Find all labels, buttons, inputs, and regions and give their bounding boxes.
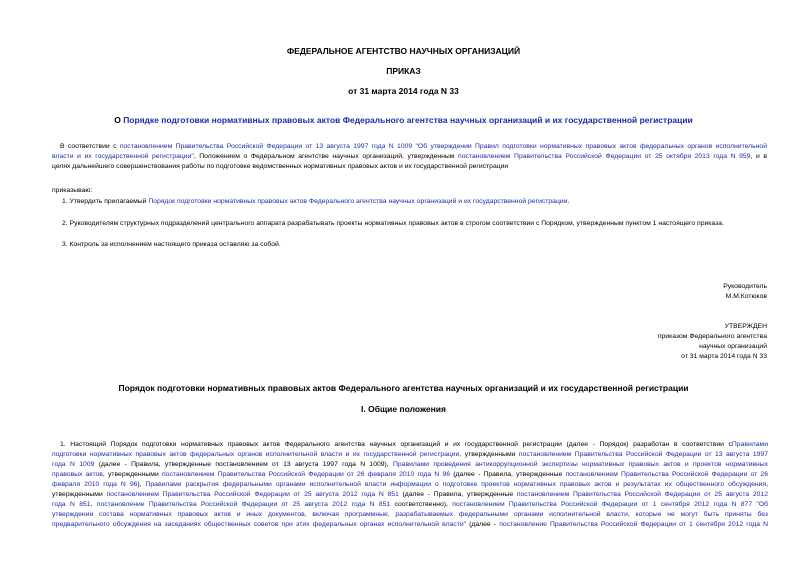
preamble-line-1 [52,142,767,152]
decree-851-ref-link-cont[interactable]: года N 851 [52,501,91,508]
order-label: ПРИКАЗ [386,66,421,76]
approval-block [658,322,767,362]
decree-1009-link[interactable]: постановлением Правительства Российской Федерации от 13 августа 1997 года N 1009 "Об утверждении Правил подготовки нормативных правовых актов федеральных органов исполнительной [119,143,767,150]
para1-text-e2: ), [137,481,146,488]
decree-851-link-2[interactable]: постановление Правительства Российской Федерации от 25 августа 2012 года N 851 [96,501,391,508]
preamble-line-2 [52,152,767,162]
para1-text-c2: (далее - Правила, утвержденные постановлением от 13 августа 1997 года N 1009), [94,461,394,468]
decree-851-link[interactable]: постановлением Правительства Российской Федерации от 25 августа 2012 года N 851 [106,491,399,498]
procedure-link[interactable]: Порядок подготовки нормативных правовых актов Федерального агентства научных организаций и их государственной регистрации [148,198,568,205]
para1-text-d2: , утвержденными [102,471,162,478]
para1-text-a1: 1. Настоящий Порядок подготовки нормативных правовых актов Федерального агентства научных организаций и их государственной регистрации (далее - Порядок) разработан в соответствии с [60,441,732,448]
approval-line-2: приказом Федерального агентства [657,333,767,340]
decree-877-link-cont[interactable]: утверждении состава нормативных правовых актов и иных документов, включая программные, разрабатываемых федеральными органами исполнительной власти, которые не могут быть приняты без [52,511,768,518]
order-title-prefix: О [114,115,124,125]
decree-1009-link-cont[interactable]: власти и их государственной регистрации" [52,153,194,160]
preamble-text-1: В соответствии с [60,143,120,150]
decree-1009-ref-link-cont[interactable]: года N 1009 [52,461,95,468]
para1-line-6 [52,490,768,500]
signature-name: М.М.Котюков [725,293,767,300]
rules-link[interactable]: Правилами [731,441,768,448]
signature-block [723,282,767,302]
order-item-1-post: . [567,198,570,205]
para1-line-3 [52,460,768,470]
preamble-line-3: целях дальнейшего совершенствования работы по подготовке ведомственных нормативных правовых актов и их государственной регистрации [52,163,509,170]
decree-877-link-end[interactable]: предварительного обсуждения на заседаниях общественных советов при этих федеральных органах исполнительной власти" [52,521,467,528]
section-heading: I. Общие положения [361,404,446,414]
para1-text-e4: , [766,481,768,488]
para1-text-g2: , [90,501,97,508]
anticorruption-rules-link-cont[interactable]: правовых актов [52,471,103,478]
decree-851-ref-link[interactable]: постановлением Правительства Российской Федерации от 25 августа 2012 [516,491,768,498]
para1-text-b2: , утвержденными [459,451,519,458]
decree-1009-ref-link[interactable]: постановлением Правительства Российской Федерации от 13 августа 1997 [518,451,768,458]
decree-959-link[interactable]: постановлением Правительства Российской Федерации от 25 октября 2013 года N 959 [458,153,751,160]
order-item-2: 2. Руководителям структурных подразделений центрального аппарата разрабатывать проекты нормативных правовых актов в строгом соответствии с Порядком, утвержденным пунктом 1 настоящего приказа. [62,220,724,227]
para1-text-f1: утвержденными [52,491,107,498]
anticorruption-rules-link[interactable]: Правилами проведения антикоррупционной экспертизы нормативных правовых актов и проектов нормативных [393,461,768,468]
para1-line-5 [52,480,768,490]
disclosure-rules-link[interactable]: Правилами раскрытия федеральными органами исполнительной власти информации о подготовке проектов нормативных правовых актов и результатах их общественного обсуждения [145,481,767,488]
para1-text-f3: (далее - Правила, утвержденные [398,491,517,498]
procedure-title: Порядок подготовки нормативных правовых актов Федерального агентства научных организаций и их государственной регистрации [118,383,689,393]
order-item-1-pre: 1. Утвердить прилагаемый [62,198,149,205]
rules-link-cont[interactable]: подготовки нормативных правовых актов федеральных органов исполнительной власти и их государственной регистрации [52,451,460,458]
signature-role: Руководитель [723,283,767,290]
para1-line-4 [52,470,768,480]
agency-title: ФЕДЕРАЛЬНОЕ АГЕНТСТВО НАУЧНЫХ ОРГАНИЗАЦИЙ [286,46,521,56]
order-word: приказываю: [52,187,93,194]
preamble-text-3: , и в [750,153,767,160]
order-item-1 [62,197,569,207]
order-item-3: 3. Контроль за исполнением настоящего приказа оставляю за собой. [62,241,281,248]
decree-877-link[interactable]: постановлением Правительства Российской Федерации от 1 сентября 2012 года N 877 "Об [452,501,768,508]
para1-text-g4: соответственно), [390,501,453,508]
para1-line-8 [52,510,768,520]
decree-877-ref-link[interactable]: постановление Правительства Российской Федерации от 1 сентября 2012 года N [499,521,768,528]
order-title [0,115,807,125]
decree-96-ref-link[interactable]: постановлением Правительства Российской Федерации от 26 [565,471,768,478]
approval-line-3: научных организаций [699,343,767,350]
para1-line-2 [52,450,768,460]
para1-text-i2: (далее - [466,521,500,528]
order-title-link[interactable]: Порядке подготовки нормативных правовых актов Федерального агентства научных организаций и их государственной регистрации [123,115,693,125]
para1-line-9 [52,520,768,530]
para1-line-1 [52,440,768,450]
decree-96-ref-link-cont[interactable]: февраля 2010 года N 96 [52,481,138,488]
decree-96-link[interactable]: постановлением Правительства Российской Федерации от 26 февраля 2010 года N 96 [161,471,451,478]
para1-text-d4: (далее - Правила, утвержденные [450,471,566,478]
approval-line-4: от 31 марта 2014 года N 33 [681,353,767,360]
approval-line-1: УТВЕРЖДЕН [724,323,767,330]
para1-line-7 [52,500,768,510]
preamble-text-2: , Положением о Федеральном агентстве научных организаций, утвержденным [193,153,459,160]
order-date: от 31 марта 2014 года N 33 [348,86,459,96]
